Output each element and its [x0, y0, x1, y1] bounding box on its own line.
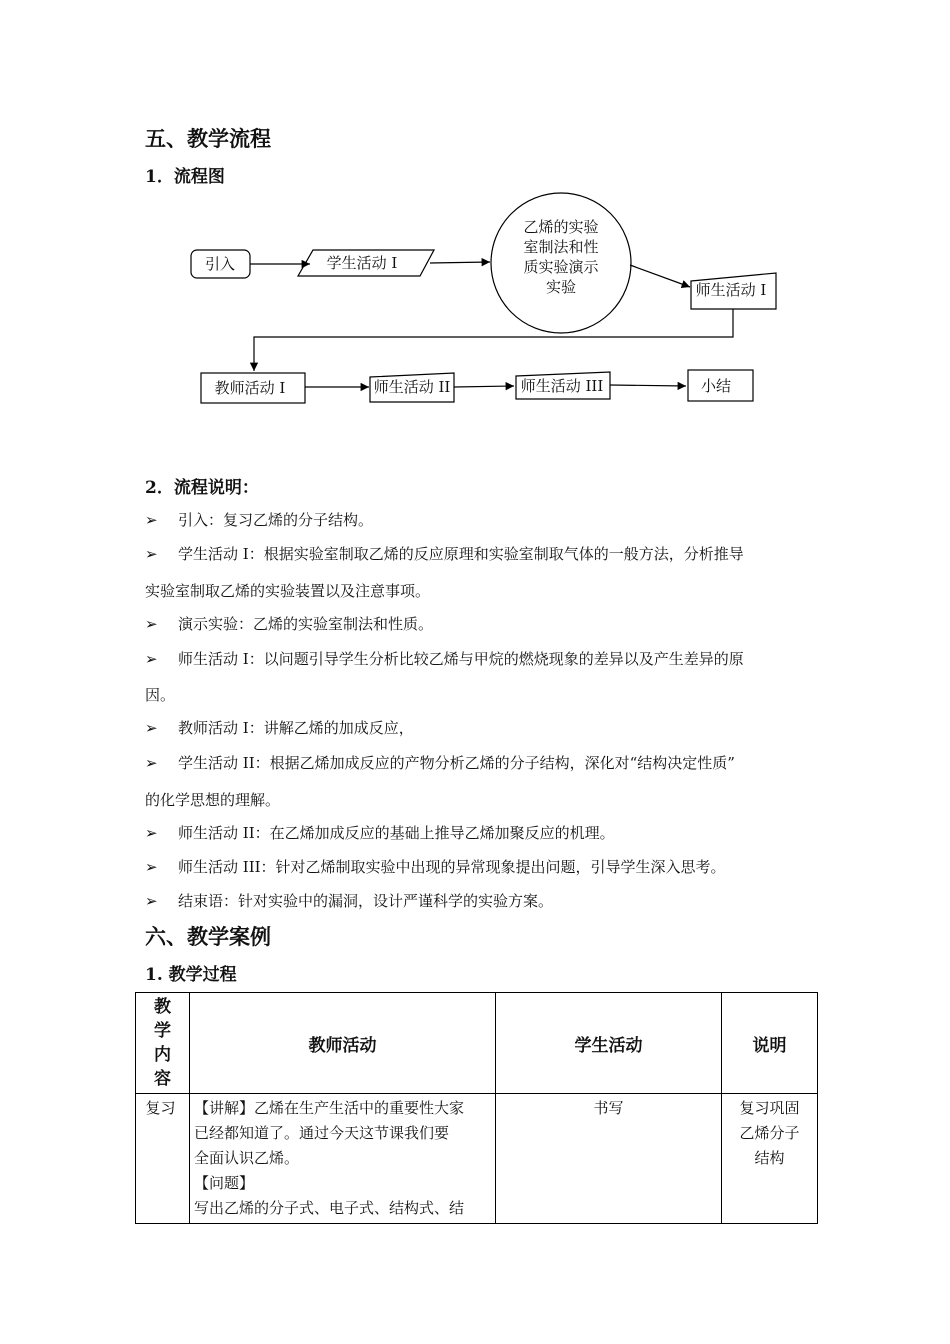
- bullet-icon: ➢: [145, 858, 158, 876]
- flow-label-summary: 小结: [700, 377, 732, 395]
- flow-description-subtitle: 2．流程说明：: [145, 478, 259, 498]
- cell-content: 复习: [136, 1094, 190, 1224]
- bullet-icon: ➢: [145, 511, 158, 529]
- flow-item-student-act1: ➢ 学生活动 I：根据实验室制取乙烯的反应原理和实验室制取气体的一般方法，分析推导: [145, 545, 744, 563]
- cell-note: 复习巩固 乙烯分子 结构: [722, 1094, 818, 1224]
- flow-label-ts-act2: 师生活动 II: [373, 378, 451, 396]
- flow-item-intro: ➢ 引入：复习乙烯的分子结构。: [145, 511, 374, 529]
- cell-teacher-activity: 【讲解】乙烯在生产生活中的重要性大家 已经都知道了。通过今天这节课我们要 全面认识乙烯。 【问题】 写出乙烯的分子式、电子式、结构式、结: [190, 1094, 496, 1224]
- bullet-icon: ➢: [145, 650, 158, 668]
- flow-label-ts-act1: 师生活动 I: [695, 281, 767, 299]
- section5-title: 五、教学流程: [145, 126, 271, 151]
- flow-arrow-4: [254, 309, 733, 371]
- flow-item-demo: ➢ 演示实验：乙烯的实验室制法和性质。: [145, 615, 434, 633]
- header-content: 教 学 内 容: [136, 993, 190, 1094]
- bullet-icon: ➢: [145, 892, 158, 910]
- cell-student-activity: 书写: [496, 1094, 722, 1224]
- flow-label-demo-line1: 乙烯的实验: [523, 218, 599, 236]
- flow-label-demo-line3: 质实验演示: [523, 258, 599, 276]
- table-row: [136, 1094, 818, 1224]
- flow-arrow-3: [630, 265, 690, 287]
- flowchart: [0, 0, 950, 440]
- teaching-process-subtitle: 1. 教学过程: [145, 965, 237, 985]
- bullet-icon: ➢: [145, 719, 158, 737]
- bullet-icon: ➢: [145, 615, 158, 633]
- flow-label-teacher-act1: 教师活动 I: [214, 379, 286, 397]
- header-teacher-activity: 教师活动: [190, 993, 496, 1094]
- flowchart-subtitle: 1．流程图: [145, 167, 225, 187]
- section6-title: 六、教学案例: [145, 924, 271, 949]
- flow-item-ts-act1-cont: 因。: [145, 686, 176, 704]
- bullet-icon: ➢: [145, 545, 158, 563]
- teaching-process-table: [135, 992, 818, 1224]
- flow-item-student-act2: ➢ 学生活动 II：根据乙烯加成反应的产物分析乙烯的分子结构，深化对“结构决定性质”: [145, 754, 735, 772]
- flow-arrow-6: [454, 386, 514, 387]
- flow-label-demo-line2: 室制法和性: [523, 238, 599, 256]
- flow-item-teacher-act1: ➢ 教师活动 I：讲解乙烯的加成反应，: [145, 719, 414, 737]
- header-student-activity: 学生活动: [496, 993, 722, 1094]
- flow-arrow-2: [430, 262, 490, 263]
- bullet-icon: ➢: [145, 824, 158, 842]
- flow-item-closing: ➢ 结束语：针对实验中的漏洞，设计严谨科学的实验方案。: [145, 892, 554, 910]
- flow-item-ts-act3: ➢ 师生活动 III：针对乙烯制取实验中出现的异常现象提出问题，引导学生深入思考。: [145, 858, 726, 876]
- flow-label-demo-line4: 实验: [545, 278, 577, 296]
- bullet-icon: ➢: [145, 754, 158, 772]
- flow-arrow-7: [610, 385, 686, 386]
- header-note: 说明: [722, 993, 818, 1094]
- flow-label-student-act1: 学生活动 I: [326, 254, 398, 272]
- flow-item-ts-act1: ➢ 师生活动 I：以问题引导学生分析比较乙烯与甲烷的燃烧现象的差异以及产生差异的原: [145, 650, 744, 668]
- flow-label-intro: 引入: [204, 255, 236, 273]
- flow-item-student-act1-cont: 实验室制取乙烯的实验装置以及注意事项。: [145, 582, 431, 600]
- table-header-row: [136, 993, 818, 1094]
- flow-label-ts-act3: 师生活动 III: [520, 377, 604, 395]
- flow-item-ts-act2: ➢ 师生活动 II：在乙烯加成反应的基础上推导乙烯加聚反应的机理。: [145, 824, 615, 842]
- flow-item-student-act2-cont: 的化学思想的理解。: [145, 791, 281, 809]
